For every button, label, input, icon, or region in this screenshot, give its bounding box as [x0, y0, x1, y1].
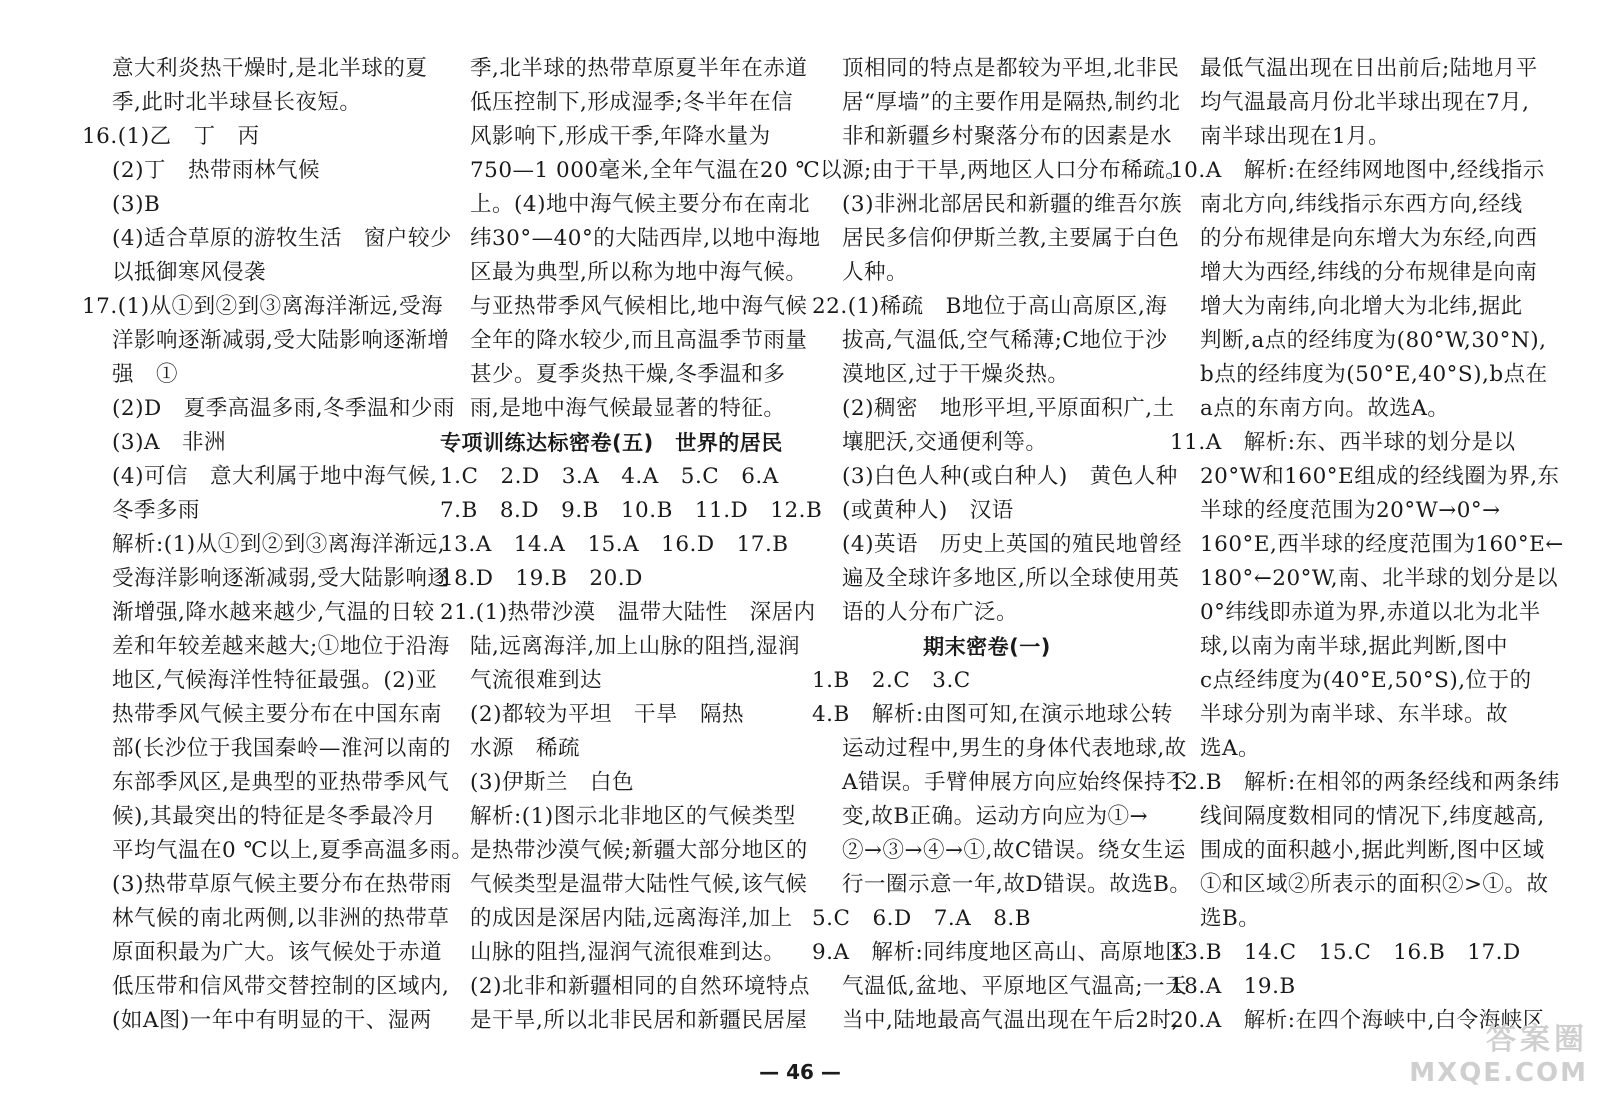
text-line: 南北方向,纬线指示东西方向,经线 — [1200, 192, 1523, 217]
text-line: 4.B 解析:由图可知,在演示地球公转 — [812, 702, 1173, 727]
text-line: 180°←20°W,南、北半球的划分是以 — [1200, 566, 1559, 591]
text-line: 热带季风气候主要分布在中国东南 — [112, 702, 443, 727]
text-line: 选B。 — [1200, 906, 1261, 931]
text-line: 16.(1)乙 丁 丙 — [82, 124, 260, 149]
text-line: 均气温最高月份北半球出现在7月, — [1200, 90, 1530, 115]
text-line: (如A图)一年中有明显的干、湿两 — [112, 1008, 432, 1033]
text-line: 1.C 2.D 3.A 4.A 5.C 6.A — [440, 464, 779, 489]
text-line: (3)A 非洲 — [112, 430, 226, 455]
text-line: 5.C 6.D 7.A 8.B — [812, 906, 1032, 931]
column-4 — [1170, 52, 1564, 1038]
text-line: 最低气温出现在日出前后;陆地月平 — [1200, 56, 1538, 81]
text-line: (3)伊斯兰 白色 — [470, 770, 634, 795]
text-line: 语的人分布广泛。 — [842, 600, 1019, 625]
text-line: 选A。 — [1200, 736, 1261, 761]
text-line: 的分布规律是向东增大为东经,向西 — [1200, 226, 1538, 251]
text-line: 0°纬线即赤道为界,赤道以北为北半 — [1200, 600, 1541, 625]
text-line: 拔高,气温低,空气稀薄;C地位于沙 — [842, 328, 1168, 353]
text-line: 全年的降水较少,而且高温季节雨量 — [470, 328, 808, 353]
text-line: ②→③→④→①,故C错误。绕女生运 — [842, 838, 1186, 863]
text-line: 源;由于干旱,两地区人口分布稀疏。 — [842, 158, 1188, 183]
section-heading: 期末密卷(一) — [923, 635, 1051, 659]
text-line: 山脉的阻挡,湿润气流很难到达。 — [470, 940, 786, 965]
text-line: 区最为典型,所以称为地中海气候。 — [470, 260, 808, 285]
watermark — [1358, 1022, 1588, 1102]
text-line: 人种。 — [842, 260, 909, 285]
text-line: 7.B 8.D 9.B 10.B 11.D 12.B — [440, 498, 823, 523]
text-line: (4)英语 历史上英国的殖民地曾经 — [842, 532, 1182, 557]
text-line: (4)适合草原的游牧生活 窗户较少 — [112, 226, 452, 251]
text-line: 以抵御寒风侵袭 — [112, 260, 267, 285]
text-line: (3)热带草原气候主要分布在热带雨 — [112, 872, 452, 897]
text-line: 与亚热带季风气候相比,地中海气候 — [470, 294, 808, 319]
text-line: 陆,远离海洋,加上山脉的阻挡,湿润 — [470, 634, 801, 659]
text-line: 非和新疆乡村聚落分布的因素是水 — [842, 124, 1173, 149]
text-line: a点的东南方向。故选A。 — [1200, 396, 1450, 421]
text-line: (3)非洲北部居民和新疆的维吾尔族 — [842, 192, 1182, 217]
text-line: 居民多信仰伊斯兰教,主要属于白色 — [842, 226, 1180, 251]
text-line: 渐增强,降水越来越少,气温的日较 — [112, 600, 435, 625]
text-line: 围成的面积越小,据此判断,图中区域 — [1200, 838, 1545, 863]
text-line: 漠地区,过于干燥炎热。 — [842, 362, 1070, 387]
text-line: 纬30°—40°的大陆西岸,以地中海地 — [470, 226, 821, 251]
text-line: 20°W和160°E组成的经线圈为界,东 — [1200, 464, 1560, 489]
column-2 — [440, 52, 843, 1038]
text-line: 是热带沙漠气候;新疆大部分地区的 — [470, 838, 808, 863]
text-line: 甚少。夏季炎热干燥,冬季温和多 — [470, 362, 786, 387]
text-line: 强 ① — [112, 362, 179, 387]
text-line: 居“厚墙”的主要作用是隔热,制约北 — [842, 90, 1181, 115]
text-line: 1.B 2.C 3.C — [812, 668, 971, 693]
text-line: 行一圈示意一年,故D错误。故选B。 — [842, 872, 1192, 897]
text-line: ①和区域②所表示的面积②>①。故 — [1200, 872, 1549, 897]
text-line: 气候类型是温带大陆性气候,该气候 — [470, 872, 808, 897]
text-line: 气流很难到达 — [470, 668, 603, 693]
text-line: 部(长沙位于我国秦岭—淮河以南的 — [112, 736, 451, 761]
text-line: 线间隔度数相同的情况下,纬度越高, — [1200, 804, 1545, 829]
text-line: 受海洋影响逐渐减弱,受大陆影响逐 — [112, 566, 450, 591]
text-line: 雨,是地中海气候最显著的特征。 — [470, 396, 786, 421]
text-line: 林气候的南北两侧,以非洲的热带草 — [112, 906, 450, 931]
text-line: 20.A 解析:在四个海峡中,白令海峡区 — [1170, 1008, 1545, 1033]
text-line: c点经纬度为(40°E,50°S),位于的 — [1200, 668, 1532, 693]
text-line: 水源 稀疏 — [470, 736, 581, 761]
text-line: 解析:(1)图示北非地区的气候类型 — [470, 804, 796, 829]
text-line: 半球的经度范围为20°W→0°→ — [1200, 498, 1501, 523]
text-line: 当中,陆地最高气温出现在午后2时, — [842, 1008, 1179, 1033]
text-line: (2)D 夏季高温多雨,冬季温和少雨 — [112, 396, 456, 421]
text-line: 18.D 19.B 20.D — [440, 566, 643, 591]
column-3 — [812, 52, 1192, 1038]
text-line: 低压控制下,形成湿季;冬半年在信 — [470, 90, 794, 115]
text-line: 判断,a点的经纬度为(80°W,30°N), — [1200, 328, 1547, 353]
text-line: (3)B — [112, 192, 161, 217]
text-line: 9.A 解析:同纬度地区高山、高原地区 — [812, 940, 1188, 965]
text-line: b点的经纬度为(50°E,40°S),b点在 — [1200, 362, 1548, 387]
text-line: (2)丁 热带雨林气候 — [112, 158, 320, 183]
text-line: 增大为西经,纬线的分布规律是向南 — [1200, 260, 1538, 285]
text-line: 11.A 解析:东、西半球的划分是以 — [1170, 430, 1516, 455]
text-line: 地区,气候海洋性特征最强。(2)亚 — [112, 668, 438, 693]
text-line: 半球分别为南半球、东半球。故 — [1200, 702, 1509, 727]
text-line: 160°E,西半球的经度范围为160°E← — [1200, 532, 1564, 557]
text-line: 原面积最为广大。该气候处于赤道 — [112, 940, 443, 965]
text-line: 差和年较差越来越大;①地位于沿海 — [112, 634, 450, 659]
text-line: 候),其最突出的特征是冬季最冷月 — [112, 804, 437, 829]
text-line: 增大为南纬,向北增大为北纬,据此 — [1200, 294, 1523, 319]
text-line: 22.(1)稀疏 B地位于高山高原区,海 — [812, 294, 1168, 319]
watermark-line1: 答案圈 — [1486, 1022, 1588, 1057]
text-line: 气温低,盆地、平原地区气温高;一天 — [842, 974, 1188, 999]
text-line: 季,此时北半球昼长夜短。 — [112, 90, 362, 115]
text-line: 运动过程中,男生的身体代表地球,故 — [842, 736, 1187, 761]
text-line: (2)北非和新疆相同的自然环境特点 — [470, 974, 810, 999]
text-line: 南半球出现在1月。 — [1200, 124, 1391, 149]
text-line: 东部季风区,是典型的亚热带季风气 — [112, 770, 450, 795]
text-line: 球,以南为南半球,据此判断,图中 — [1200, 634, 1509, 659]
text-line: 上。(4)地中海气候主要分布在南北 — [470, 192, 810, 217]
text-line: (2)稠密 地形平坦,平原面积广,土 — [842, 396, 1175, 421]
section-heading: 专项训练达标密卷(五) 世界的居民 — [440, 431, 783, 455]
page-number: — 46 — — [759, 1060, 841, 1084]
text-line: 的成因是深居内陆,远离海洋,加上 — [470, 906, 793, 931]
text-line: 洋影响逐渐减弱,受大陆影响逐渐增 — [112, 328, 450, 353]
text-line: 解析:(1)从①到②到③离海洋渐远, — [112, 532, 446, 557]
text-line: 是干旱,所以北非民居和新疆民居屋 — [470, 1008, 808, 1033]
text-line: 低压带和信风带交替控制的区域内, — [112, 974, 450, 999]
text-line: A错误。手臂伸展方向应始终保持不 — [842, 770, 1189, 795]
watermark-line2: MXQE.COM — [1409, 1058, 1588, 1088]
text-line: 冬季多雨 — [112, 498, 201, 523]
text-line: (2)都较为平坦 干旱 隔热 — [470, 702, 744, 727]
text-line: 平均气温在0 ℃以上,夏季高温多雨。 — [112, 838, 474, 863]
text-line: (4)可信 意大利属于地中海气候, — [112, 464, 438, 489]
text-line: (或黄种人) 汉语 — [842, 498, 1014, 523]
text-line: 意大利炎热干燥时,是北半球的夏 — [112, 56, 428, 81]
text-line: 21.(1)热带沙漠 温带大陆性 深居内 — [440, 600, 816, 625]
text-line: 风影响下,形成干季,年降水量为 — [470, 124, 771, 149]
text-line: 17.(1)从①到②到③离海洋渐远,受海 — [82, 294, 443, 319]
text-line: 13.B 14.C 15.C 16.B 17.D — [1170, 940, 1521, 965]
text-line: 10.A 解析:在经纬网地图中,经线指示 — [1170, 158, 1545, 183]
column-1 — [82, 52, 474, 1038]
text-line: 遍及全球许多地区,所以全球使用英 — [842, 566, 1180, 591]
text-line: 变,故B正确。运动方向应为①→ — [842, 804, 1149, 829]
text-line: 12.B 解析:在相邻的两条经线和两条纬 — [1170, 770, 1560, 795]
text-line: 13.A 14.A 15.A 16.D 17.B — [440, 532, 789, 557]
text-line: 壤肥沃,交通便利等。 — [842, 430, 1048, 455]
text-line: 750—1 000毫米,全年气温在20 ℃以 — [470, 158, 843, 183]
text-line: 18.A 19.B — [1170, 974, 1296, 999]
text-line: 顶相同的特点是都较为平坦,北非民 — [842, 56, 1180, 81]
text-line: 季,北半球的热带草原夏半年在赤道 — [470, 56, 808, 81]
text-line: (3)白色人种(或白种人) 黄色人种 — [842, 464, 1178, 489]
